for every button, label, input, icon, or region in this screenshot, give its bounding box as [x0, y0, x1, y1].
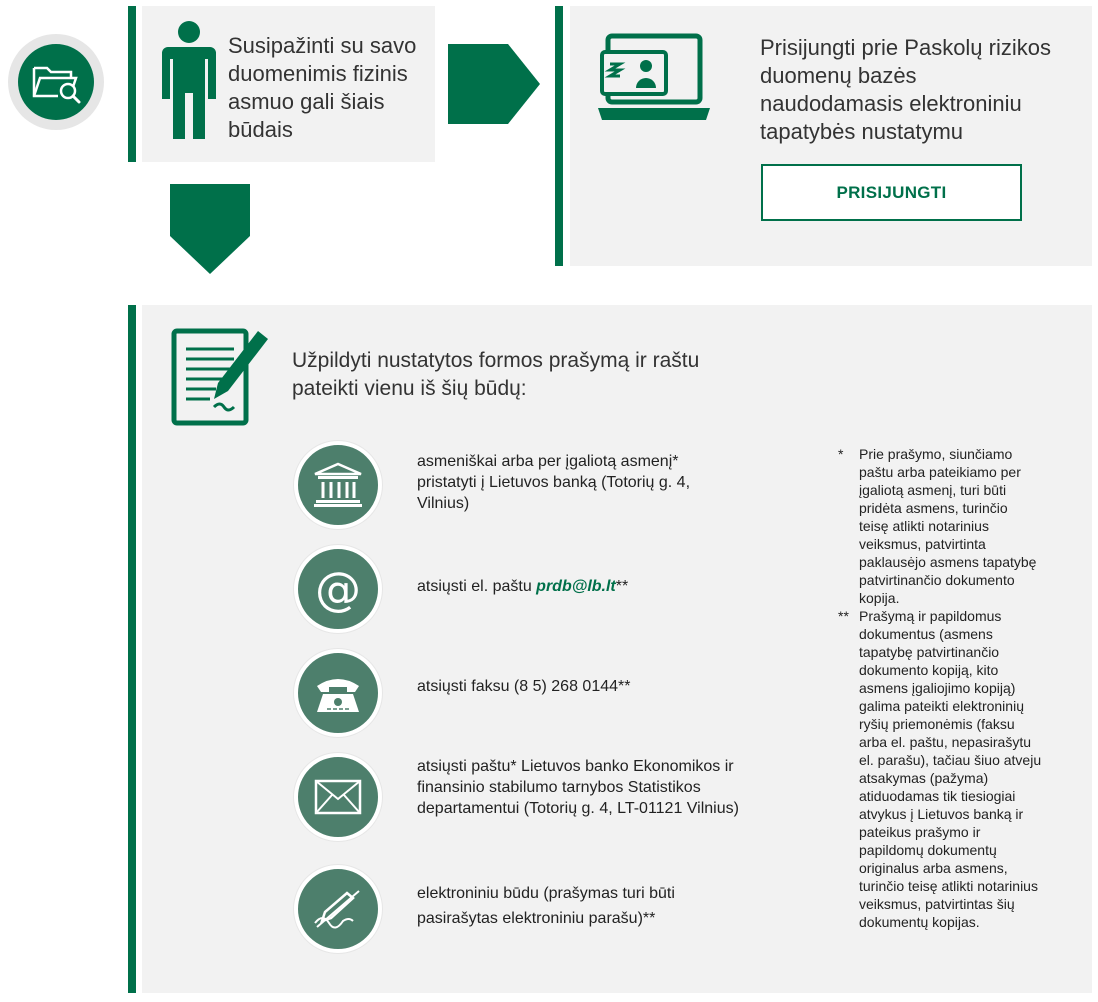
at-sign-icon: @	[315, 562, 361, 616]
form-panel	[142, 305, 1092, 993]
online-accent-bar	[555, 6, 563, 266]
form-title: Užpildyti nustatytos formos prašymą ir raštu pateikti vienu iš šių būdų:	[292, 349, 700, 400]
laptop-id-card-icon	[594, 32, 714, 132]
option-email	[294, 545, 382, 633]
option-bank	[294, 441, 382, 529]
form-accent-bar	[128, 305, 136, 993]
footnote-text: Prašymą ir papildomus dokumentus (asmens tapatybę patvirtinančio dokumento kopiją, kito asmens įgaliojimo kopiją) galima pateikti elektroninių ryšių priemonėmis (faksu arba el. paštu, nepasirašytu el. parašu), tačiau šiuo atveju atsakymas (pažyma) atiduodamas tik tiesiogiai atvykus į Lietuvos banką ir pateikus prašymo ir papildomų dokumentų originalus arba asmens, turinčio teisę atlikti notarinius veiksmus, patvirtintas šių dokumentų kopijas.	[859, 608, 1042, 930]
option-text: atsiųsti paštu* Lietuvos banko Ekonomikos ir finansinio stabilumo tarnybos Statistikos departamentui (Totorių g. 4, LT-01121 Vilnius)	[417, 758, 739, 817]
footnote-mark: *	[838, 446, 844, 462]
intro-accent-bar	[128, 6, 136, 162]
option-esign	[294, 865, 382, 953]
online-title: Prisijungti prie Paskolų rizikos duomenų bazės naudodamasis elektroniniu tapatybės nustatymu	[760, 35, 1051, 144]
folder-search-icon-badge	[8, 34, 104, 130]
fax-phone-icon	[313, 670, 363, 716]
option-text: elektroniniu būdu (prašymas turi būti pasirašytas elektroniniu parašu)**	[417, 885, 675, 927]
person-icon	[162, 20, 216, 142]
option-text	[417, 576, 817, 597]
e-signature-icon	[313, 889, 363, 929]
option-fax	[294, 649, 382, 737]
arrow-down-icon	[170, 184, 250, 274]
envelope-icon	[314, 779, 362, 815]
folder-search-icon	[31, 60, 81, 104]
online-panel	[570, 6, 1092, 266]
footnote-text: Prie prašymo, siunčiamo paštu arba pateikiamo per įgaliotą asmenį, turi būti pridėta asmens, turinčio teisę atlikti notarinius veiksmus, patvirtinta paklausėjo asmens tapatybę patvirtinančio dokumento kopija.	[859, 446, 1037, 606]
document-pen-icon	[170, 327, 270, 427]
option-email-prefix: atsiųsti el. paštu	[417, 578, 537, 595]
option-text: atsiųsti faksu (8 5) 268 0144**	[417, 678, 631, 695]
intro-panel	[142, 6, 435, 162]
option-text: asmeniškai arba per įgaliotą asmenį* pristatyti į Lietuvos banką (Totorių g. 4, Vilnius)	[417, 453, 691, 512]
arrow-right-icon	[448, 44, 540, 124]
login-button[interactable]: PRISIJUNGTI	[761, 164, 1022, 221]
bank-building-icon	[313, 462, 363, 508]
option-email-suffix: **	[615, 578, 629, 595]
intro-title: Susipažinti su savo duomenimis fizinis asmuo gali šiais būdais	[228, 33, 417, 142]
option-post	[294, 753, 382, 841]
footnote-mark: **	[838, 608, 849, 624]
email-link[interactable]: prdb@lb.lt	[536, 578, 616, 595]
